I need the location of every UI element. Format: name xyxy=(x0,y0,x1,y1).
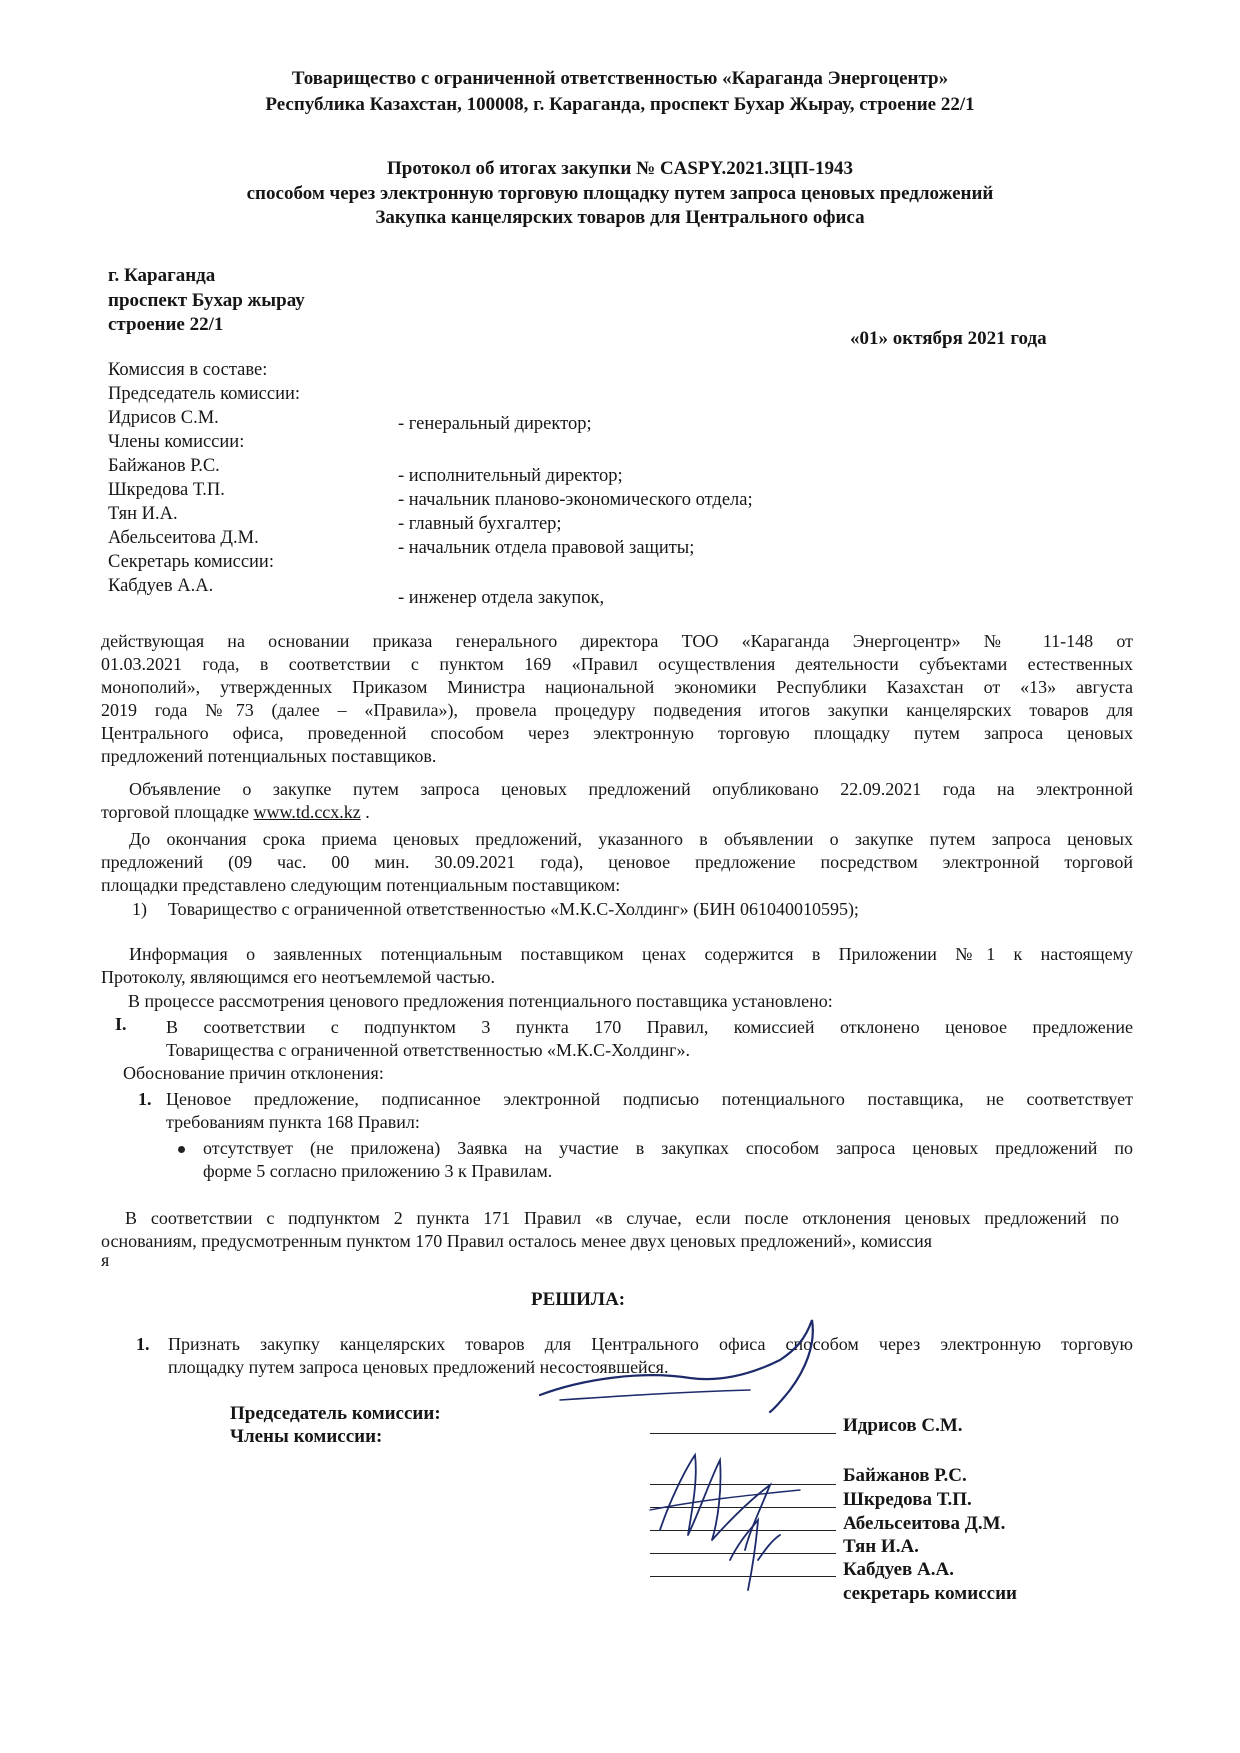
paragraph-deadline: До окончания срока приема ценовых предложений, указанного в объявлении о закупке путем запроса ценовых предложений (09 час. 00 мин. 30.09.2021 года), ценовое предложение посредством электронной торговой площадки представлено следующим потенциальным поставщиком: xyxy=(101,829,1133,895)
paragraph-review: В процессе рассмотрения ценового предложения потенциального поставщика установлено: xyxy=(128,991,833,1011)
bullet-text: отсутствует (не приложена) Заявка на участие в закупках способом запроса ценовых предложений по форме 5 согласно приложению 3 к Правилам. xyxy=(203,1138,1133,1181)
paragraph-prices: Информация о заявленных потенциальным поставщиком ценах содержится в Приложении №1 к настоящему Протоколу, являющимся его неотъемлемой частью. xyxy=(101,944,1133,987)
reasons-label: Обоснование причин отклонения: xyxy=(123,1063,384,1083)
secretary-label: Секретарь комиссии: xyxy=(108,552,274,572)
protocol-method: способом через электронную торговую площадку путем запроса ценовых предложений xyxy=(246,183,994,204)
bullet-icon xyxy=(178,1146,185,1153)
member-name: Байжанов Р.С. xyxy=(108,456,220,476)
supplier-number: 1) xyxy=(132,899,147,919)
paragraph-rule-171: В соответствии с подпунктом 2 пункта 171 Правил «в случае, если после отклонения ценовых предложений по основаниям, предусмотренным пунктом 170 Правил осталось менее двух ценовых предложений», комиссия я xyxy=(101,1208,1119,1270)
member-role: - начальник планово-экономического отдела; xyxy=(398,490,753,510)
signer-name: Байжанов Р.С. xyxy=(843,1465,967,1486)
signer-name: Шкредова Т.П. xyxy=(843,1489,972,1510)
protocol-subject: Закупка канцелярских товаров для Центрального офиса xyxy=(375,207,865,228)
decision-text: Признать закупку канцелярских товаров для Центрального офиса способом через электронную торговую площадку путем запроса ценовых предложений несостоявшейся. xyxy=(168,1334,1133,1377)
chair-name: Идрисов С.М. xyxy=(108,408,219,428)
sign-members-label: Члены комиссии: xyxy=(230,1426,383,1447)
chair-label: Председатель комиссии: xyxy=(108,384,301,404)
member-name: Абельсеитова Д.М. xyxy=(108,528,259,548)
protocol-date: «01» октября 2021 года xyxy=(850,328,1047,349)
paragraph-announcement: Объявление о закупке путем запроса ценовых предложений опубликовано 22.09.2021 года на электронной торговой площадке www.td.ccx.kz . xyxy=(101,779,1133,822)
protocol-title: Протокол об итогах закупки № CASPY.2021.ЗЦП-1943 xyxy=(387,158,853,179)
reason-number: 1. xyxy=(138,1089,152,1109)
paragraph-basis: действующая на основании приказа генерального директора ТОО «Караганда Энергоцентр» № 11-148 от 01.03.2021 года, в соответствии с пунктом 169 «Правил осуществления деятельности субъектами естественных монополий», утвержденных Приказом Министра национальной экономики Республики Казахстан от «13» августа 2019 года №73 (далее – «Правила»), провела процедуру подведения итогов закупки канцелярских товаров для Центрального офиса, проведенной способом через электронную торговую площадку путем запроса ценовых предложений потенциальных поставщиков. xyxy=(101,631,1133,766)
secretary-role: - инженер отдела закупок, xyxy=(398,588,605,608)
signer-name: Идрисов С.М. xyxy=(843,1415,963,1436)
signature-scribble-members xyxy=(640,1440,840,1610)
location-street: проспект Бухар жырау xyxy=(108,290,305,311)
member-role: - начальник отдела правовой защиты; xyxy=(398,538,695,558)
secretary-note: секретарь комиссии xyxy=(843,1583,1017,1604)
member-name: Шкредова Т.П. xyxy=(108,480,225,500)
signature-line xyxy=(650,1433,836,1434)
sign-chair-label: Председатель комиссии: xyxy=(230,1403,441,1424)
announcement-link[interactable]: www.td.ccx.kz xyxy=(253,802,361,822)
commission-intro: Комиссия в составе: xyxy=(108,360,268,380)
signer-name: Тян И.А. xyxy=(843,1536,919,1557)
secretary-name: Кабдуев А.А. xyxy=(108,576,214,596)
member-role: - исполнительный директор; xyxy=(398,466,623,486)
location-city: г. Караганда xyxy=(108,265,216,286)
signer-name: Кабдуев А.А. xyxy=(843,1559,954,1580)
org-address: Республика Казахстан, 100008, г. Караганда, проспект Бухар Жырау, строение 22/1 xyxy=(265,94,975,115)
chair-role: - генеральный директор; xyxy=(398,414,592,434)
signature-scribble-chair xyxy=(520,1300,880,1420)
org-name: Товарищество с ограниченной ответственностью «Караганда Энергоцентр» xyxy=(291,68,949,89)
location-building: строение 22/1 xyxy=(108,314,224,335)
supplier-name: Товарищество с ограниченной ответственностью «М.К.С-Холдинг» (БИН 061040010595); xyxy=(168,899,859,919)
decision-heading: РЕШИЛА: xyxy=(531,1289,626,1310)
item-I-number: I. xyxy=(115,1014,127,1034)
members-label: Члены комиссии: xyxy=(108,432,245,452)
reason-text: Ценовое предложение, подписанное электронной подписью потенциального поставщика, не соответствует требованиям пункта 168 Правил: xyxy=(166,1089,1133,1132)
item-I-text: В соответствии с подпунктом 3 пункта 170 Правил, комиссией отклонено ценовое предложение Товарищества с ограниченной ответственностью «М.К.С-Холдинг». xyxy=(166,1017,1133,1060)
member-name: Тян И.А. xyxy=(108,504,178,524)
signer-name: Абельсеитова Д.М. xyxy=(843,1513,1006,1534)
decision-number: 1. xyxy=(136,1334,150,1354)
member-role: - главный бухгалтер; xyxy=(398,514,562,534)
